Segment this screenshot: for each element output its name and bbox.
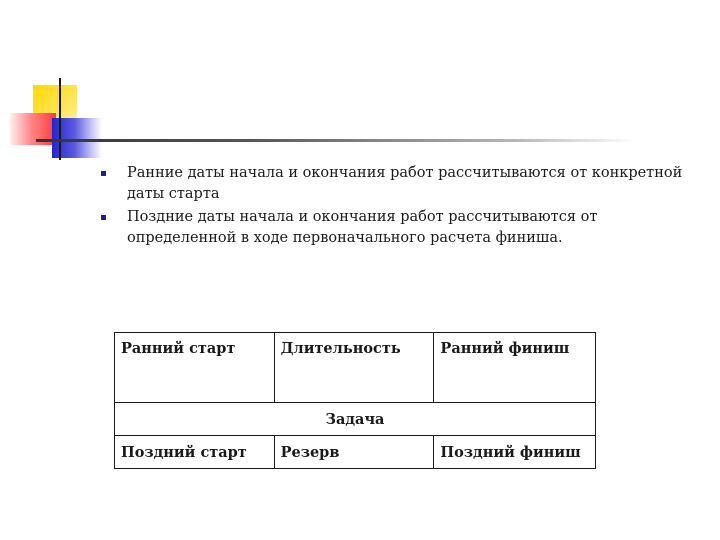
- bullet-text: Поздние даты начала и окончания работ рассчитываются от определенной в ходе первоначального расчета финиша.: [127, 209, 598, 246]
- early-start-cell: Ранний старт: [115, 333, 275, 403]
- table-row: [115, 436, 596, 469]
- bullet-item: [100, 207, 690, 249]
- bullet-text: Ранние даты начала и окончания работ рассчитываются от конкретной даты старта: [127, 165, 683, 202]
- square-bullet-icon: [101, 171, 106, 176]
- table-row: [115, 403, 596, 436]
- task-schedule-table: [114, 332, 596, 469]
- title-divider-line: [36, 139, 636, 142]
- early-finish-cell: Ранний финиш: [434, 333, 596, 403]
- task-cell: Задача: [115, 403, 596, 436]
- table-row: [115, 333, 596, 403]
- ornament-vertical-line: [59, 78, 61, 160]
- late-start-cell: Поздний старт: [115, 436, 275, 469]
- bullet-list: [100, 163, 690, 251]
- duration-cell: Длительность: [274, 333, 434, 403]
- late-finish-cell: Поздний финиш: [434, 436, 596, 469]
- bullet-item: [100, 163, 690, 205]
- slack-cell: Резерв: [274, 436, 434, 469]
- square-bullet-icon: [101, 215, 106, 220]
